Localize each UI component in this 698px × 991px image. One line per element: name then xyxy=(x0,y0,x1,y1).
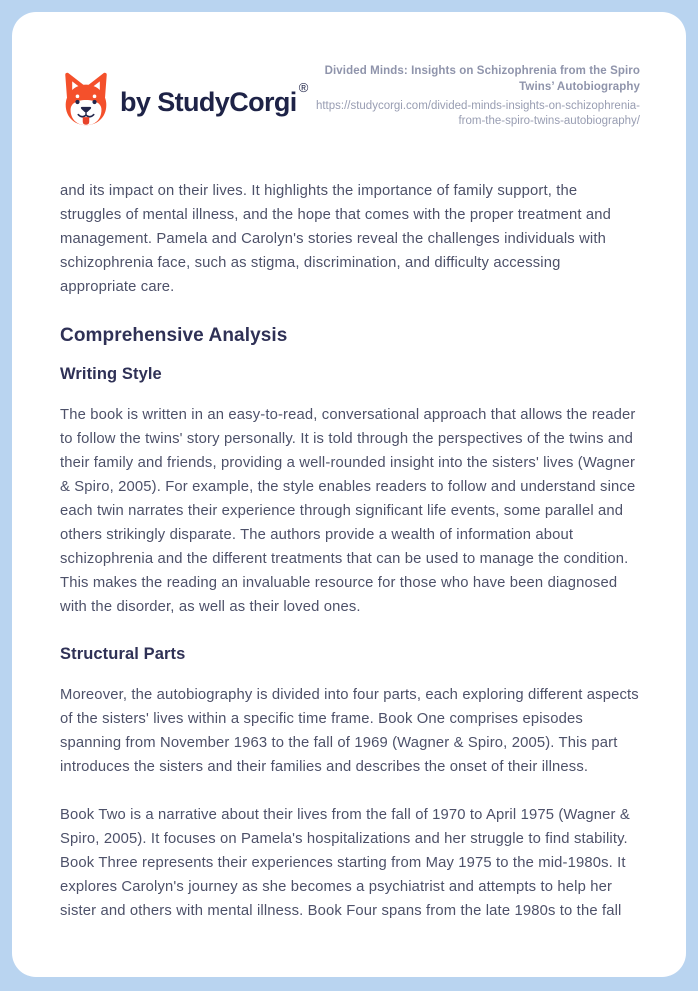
subsection-heading-writing-style: Writing Style xyxy=(60,365,162,383)
document-card xyxy=(12,12,686,977)
document-title: Divided Minds: Insights on Schizophrenia from the Spiro Twins’ Autobiography xyxy=(324,65,640,93)
registered-trademark: ® xyxy=(298,80,308,95)
studycorgi-logo[interactable] xyxy=(60,72,308,133)
corgi-icon xyxy=(60,72,112,133)
page-header xyxy=(60,64,640,133)
structural-parts-paragraph-2: Book Two is a narrative about their lives from the fall of 1970 to April 1975 (Wagner & Spiro, 2005). It focuses on Pamela's hospitalizations and her struggle to find stability. Book Three represents their experiences starting from May 1975 to the mid-1980s. It explores Carolyn's journey as she becomes a psychiatrist and attempts to help her sister and others with mental illness. Book Four spans from the late 1980s to the fall xyxy=(60,807,630,919)
subsection-heading-structural-parts: Structural Parts xyxy=(60,645,186,663)
document-url-link[interactable]: https://studycorgi.com/divided-minds-insights-on-schizophrenia-from-the-spiro-twins-autobiography/ xyxy=(315,100,640,127)
writing-style-paragraph: The book is written in an easy-to-read, conversational approach that allows the reader to follow the twins' story personally. It is told through the perspectives of the twins and their family and friends, providing a well-rounded insight into the sisters' lives (Wagner & Spiro, 2005). For example, the style enables readers to follow and understand since each twin narrates their experience through significant life events, some parallel and others strikingly disparate. The authors provide a wealth of information about schizophrenia and the different treatments that can be used to manage the condition. This makes the reading an invaluable resource for those who have been diagnosed with the disorder, as well as their loved ones. xyxy=(60,407,636,615)
structural-parts-paragraph-1: Moreover, the autobiography is divided into four parts, each exploring different aspects of the sisters' lives within a specific time frame. Book One comprises episodes spanning from November 1963 to the fall of 1969 (Wagner & Spiro, 2005). This part introduces the sisters and their families and describes the onset of their illness. xyxy=(60,687,639,775)
intro-paragraph: and its impact on their lives. It highlights the importance of family support, the struggles of mental illness, and the hope that comes with the proper treatment and management. Pamela and Carolyn's stories reveal the challenges individuals with schizophrenia face, such as stigma, discrimination, and difficulty accessing appropriate care. xyxy=(60,183,612,295)
document-meta xyxy=(308,64,640,129)
essay-body xyxy=(60,179,640,923)
brand-wordmark: by StudyCorgi ® xyxy=(120,80,308,117)
section-heading-comprehensive-analysis: Comprehensive Analysis xyxy=(60,325,288,346)
